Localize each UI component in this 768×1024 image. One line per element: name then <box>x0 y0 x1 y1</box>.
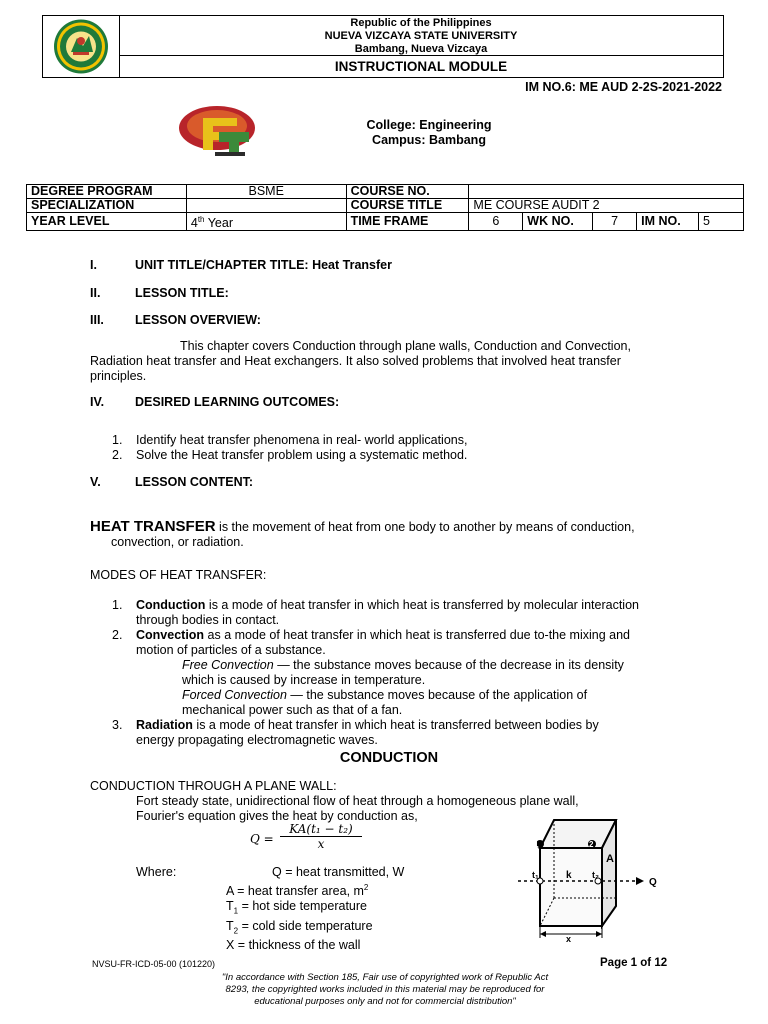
overview-line: principles. <box>90 369 147 383</box>
section-heading: LESSON CONTENT: <box>135 475 254 489</box>
figure-label: 2 <box>589 840 594 849</box>
definition-subscript: 1 <box>233 906 239 916</box>
section-number: IV. <box>90 395 105 409</box>
mode-text: is a mode of heat transfer in which heat is transferred by molecular interaction <box>205 598 639 612</box>
definition-text: = hot side temperature <box>238 899 367 914</box>
overview-paragraph <box>90 339 740 384</box>
mode-term: Convection <box>136 628 205 642</box>
mode-term: Free Convection <box>182 658 274 672</box>
campus-name: Campus: Bambang <box>372 133 486 147</box>
notice-line: 8293, the copyrighted works included in this material may be reproduced for <box>225 984 545 995</box>
university-location: Bambang, Nueva Vizcaya <box>354 43 488 55</box>
figure-label: k <box>566 870 572 881</box>
section-number: I. <box>90 258 97 272</box>
definition-symbol: T <box>226 899 234 914</box>
equation-fraction <box>280 822 362 851</box>
college-campus-block <box>300 118 558 148</box>
university-seal-cell <box>43 16 120 77</box>
plane-wall-line: Fort steady state, unidirectional flow of heat through a homogeneous plane wall, <box>136 794 579 808</box>
university-info <box>119 16 723 56</box>
document-header <box>42 15 724 78</box>
section-heading: UNIT TITLE/CHAPTER TITLE: Heat Transfer <box>135 258 392 272</box>
section-number: III. <box>90 313 104 327</box>
year-level-number: 4 <box>190 216 198 231</box>
year-level-value <box>186 213 346 231</box>
modes-heading: MODES OF HEAT TRANSFER: <box>90 568 267 582</box>
list-item: 3. Radiation is a mode of heat transfer in which heat is transferred between bodies by energy propagating electromagnetic waves. <box>112 718 599 747</box>
mode-text: mechanical power such as that of a fan. <box>182 703 403 717</box>
overview-line: This chapter covers Conduction through plane walls, Conduction and Convection, <box>180 339 631 353</box>
definition-subscript: 2 <box>233 926 239 936</box>
im-number: IM NO.6: ME AUD 2-2S-2021-2022 <box>525 80 722 94</box>
mode-term: Radiation <box>136 718 193 732</box>
mode-text: as a mode of heat transfer in which heat is transferred due to-the mixing and <box>204 628 630 642</box>
course-title-value: ME COURSE AUDIT 2 <box>469 199 744 213</box>
where-label: Where: <box>136 865 177 879</box>
specialization-label: SPECIALIZATION <box>27 199 187 213</box>
section-number: II. <box>90 286 101 300</box>
form-code: NVSU-FR-ICD-05-00 (101220) <box>92 959 216 969</box>
list-item: 1. Identify heat transfer phenomena in real- world applications, <box>112 433 468 447</box>
plane-wall-line: Fourier's equation gives the heat by conduction as, <box>136 809 418 823</box>
year-level-label: YEAR LEVEL <box>27 213 187 231</box>
plane-wall-heading: CONDUCTION THROUGH A PLANE WALL: <box>90 779 337 793</box>
degree-program-value: BSME <box>186 185 346 199</box>
section-heading: LESSON TITLE: <box>135 286 229 300</box>
mode-text: — the substance moves because of the decrease in its density <box>273 658 624 672</box>
course-no-value <box>469 185 744 199</box>
definition-text: convection, or radiation. <box>111 535 244 549</box>
wk-no-label: WK NO. <box>523 213 593 231</box>
section-heading: LESSON OVERVIEW: <box>135 313 261 327</box>
section-learning-outcomes <box>90 395 339 409</box>
course-info-table <box>26 184 744 231</box>
modes-list <box>112 598 682 748</box>
table-row <box>27 213 744 231</box>
table-row <box>27 199 744 213</box>
mode-term: Forced Convection <box>182 688 287 702</box>
university-seal-icon <box>43 16 119 77</box>
outcomes-list <box>112 433 467 463</box>
figure-label: t₁ <box>532 870 539 880</box>
section-unit-title <box>90 258 392 272</box>
definition-text: is the movement of heat from one body to another by means of conduction, <box>215 520 635 534</box>
plane-wall-diagram <box>508 808 668 943</box>
year-level-ordinal: th <box>197 215 205 224</box>
mode-term: Conduction <box>136 598 206 612</box>
definition-x: X = thickness of the wall <box>226 938 361 953</box>
heat-transfer-term: HEAT TRANSFER <box>90 518 216 535</box>
definition-a <box>226 880 404 899</box>
table-row <box>27 185 744 199</box>
mode-text: energy propagating electromagnetic waves. <box>136 733 378 747</box>
definition-symbol: T <box>226 918 234 933</box>
mode-text: is a mode of heat transfer in which heat is transferred between bodies by <box>192 718 599 732</box>
college-name: College: Engineering <box>366 118 492 132</box>
notice-line: "In accordance with Section 185, Fair use of copyrighted work of Republic Act <box>221 972 549 983</box>
notice-line: educational purposes only and not for commercial distribution" <box>254 996 516 1007</box>
list-item: 2. Convection as a mode of heat transfer in which heat is transferred due to-the mixing and motion of particles of a substance. Free Convection — the substance moves because of the decrease in its density which is caused by increase in temperature. Forced Convection — the substance moves because of the application of mechanical power such as that of a fan. <box>112 628 682 718</box>
im-no-value: 5 <box>699 213 744 231</box>
figure-label: x <box>566 934 572 943</box>
course-title-label: COURSE TITLE <box>346 199 469 213</box>
definition-t1 <box>226 899 404 919</box>
module-title: INSTRUCTIONAL MODULE <box>334 59 508 74</box>
section-heading: DESIRED LEARNING OUTCOMES: <box>135 395 340 409</box>
copyright-notice <box>200 972 570 1008</box>
mode-text: through bodies in contact. <box>136 613 280 627</box>
figure-label: 1 <box>534 840 539 849</box>
specialization-value <box>186 199 346 213</box>
list-item: 2. Solve the Heat transfer problem using a systematic method. <box>112 448 468 462</box>
conduction-heading: CONDUCTION <box>339 750 439 766</box>
degree-program-label: DEGREE PROGRAM <box>27 185 187 199</box>
page-number: Page 1 of 12 <box>600 957 668 969</box>
section-lesson-content <box>90 475 253 489</box>
definition-superscript: 2 <box>363 883 369 892</box>
equation-denominator: x <box>317 837 325 851</box>
definition-q: Q = heat transmitted, W <box>272 865 405 879</box>
outcome-text: Identify heat transfer phenomena in real- world applications, <box>136 433 468 447</box>
section-lesson-title <box>90 286 229 300</box>
overview-line: Radiation heat transfer and Heat exchangers. It also solved problems that involved heat transfer <box>90 354 621 368</box>
college-logo <box>175 98 265 165</box>
section-lesson-overview <box>90 313 261 327</box>
forced-convection <box>136 688 682 718</box>
im-no-label: IM NO. <box>637 213 699 231</box>
definition-text: = cold side temperature <box>238 918 373 933</box>
university-name: NUEVA VIZCAYA STATE UNIVERSITY <box>324 30 518 42</box>
free-convection <box>136 658 682 688</box>
time-frame-value: 6 <box>469 213 523 231</box>
plane-wall-figure <box>508 808 668 946</box>
figure-label: Q <box>649 877 657 888</box>
section-number: V. <box>90 475 101 489</box>
figure-label: A <box>606 853 614 865</box>
heat-transfer-definition <box>90 519 740 550</box>
mode-text: which is caused by increase in temperature. <box>182 673 426 687</box>
year-level-suffix: Year <box>204 216 234 231</box>
definitions-list <box>226 865 404 953</box>
engineering-logo-icon <box>175 98 265 162</box>
definition-t2 <box>226 919 404 939</box>
time-frame-label: TIME FRAME <box>346 213 469 231</box>
equation-numerator: KA(t₁ − t₂) <box>280 822 362 837</box>
republic-line: Republic of the Philippines <box>350 17 492 29</box>
course-no-label: COURSE NO. <box>346 185 469 199</box>
mode-text: — the substance moves because of the application of <box>286 688 588 702</box>
outcome-text: Solve the Heat transfer problem using a systematic method. <box>136 448 468 462</box>
wk-no-value: 7 <box>593 213 637 231</box>
definition-text: A = heat transfer area, m <box>226 884 364 899</box>
figure-label: t₂ <box>592 870 599 880</box>
equation-lhs: Q = <box>250 832 274 846</box>
list-item: 1. Conduction is a mode of heat transfer in which heat is transferred by molecular interaction through bodies in contact. <box>112 598 639 627</box>
mode-text: motion of particles of a substance. <box>136 643 326 657</box>
